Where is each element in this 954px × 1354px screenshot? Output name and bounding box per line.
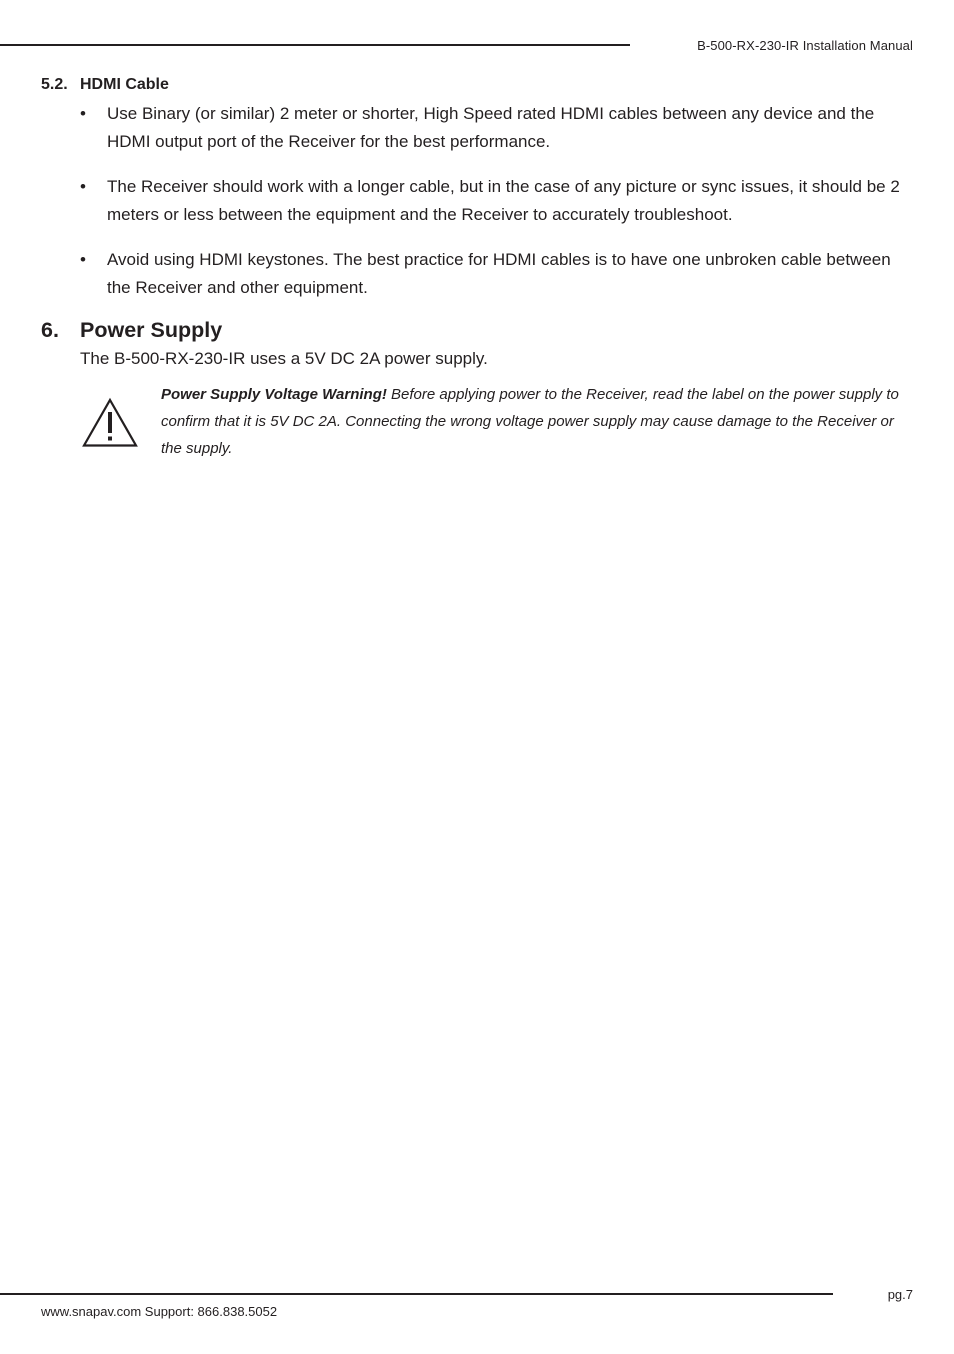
list-item-text: Avoid using HDMI keystones. The best practice for HDMI cables is to have one unbroken cable between the Receiver and other equipment. [107, 250, 891, 297]
section-number: 5.2. [41, 76, 68, 93]
hdmi-cable-bullet-list [80, 100, 910, 319]
page-number: pg.7 [887, 1287, 913, 1302]
section-heading-hdmi-cable [41, 76, 169, 94]
list-item-text: Use Binary (or similar) 2 meter or shorter, High Speed rated HDMI cables between any device and the HDMI output port of the Receiver for the best performance. [107, 104, 875, 151]
section-title: Power Supply [80, 318, 223, 342]
list-item-text: The Receiver should work with a longer cable, but in the case of any picture or sync issues, it should be 2 meters or less between the equipment and the Receiver to accurately troubleshoot. [107, 177, 900, 224]
footer-rule [0, 1293, 833, 1295]
header-rule [0, 44, 630, 46]
bullet-marker: • [80, 250, 86, 269]
power-supply-warning [161, 381, 913, 462]
warning-body: Before applying power to the Receiver, read the label on the power supply to confirm that it is 5V DC 2A. Connecting the wrong voltage power supply may cause damage to the Receiver or the supply. [161, 386, 899, 457]
list-item [80, 100, 910, 155]
power-supply-intro: The B-500-RX-230-IR uses a 5V DC 2A power supply. [80, 349, 488, 368]
section-heading-power-supply [41, 318, 222, 343]
section-title: HDMI Cable [80, 76, 169, 93]
bullet-marker: • [80, 177, 86, 196]
list-item [80, 173, 910, 228]
warning-lead: Power Supply Voltage Warning! [161, 386, 387, 403]
bullet-marker: • [80, 104, 86, 123]
footer-support-info: www.snapav.com Support: 866.838.5052 [41, 1304, 278, 1319]
list-item [80, 246, 910, 301]
header-title: B-500-RX-230-IR Installation Manual [697, 38, 913, 53]
warning-triangle-icon [82, 397, 138, 448]
section-number: 6. [41, 318, 59, 342]
